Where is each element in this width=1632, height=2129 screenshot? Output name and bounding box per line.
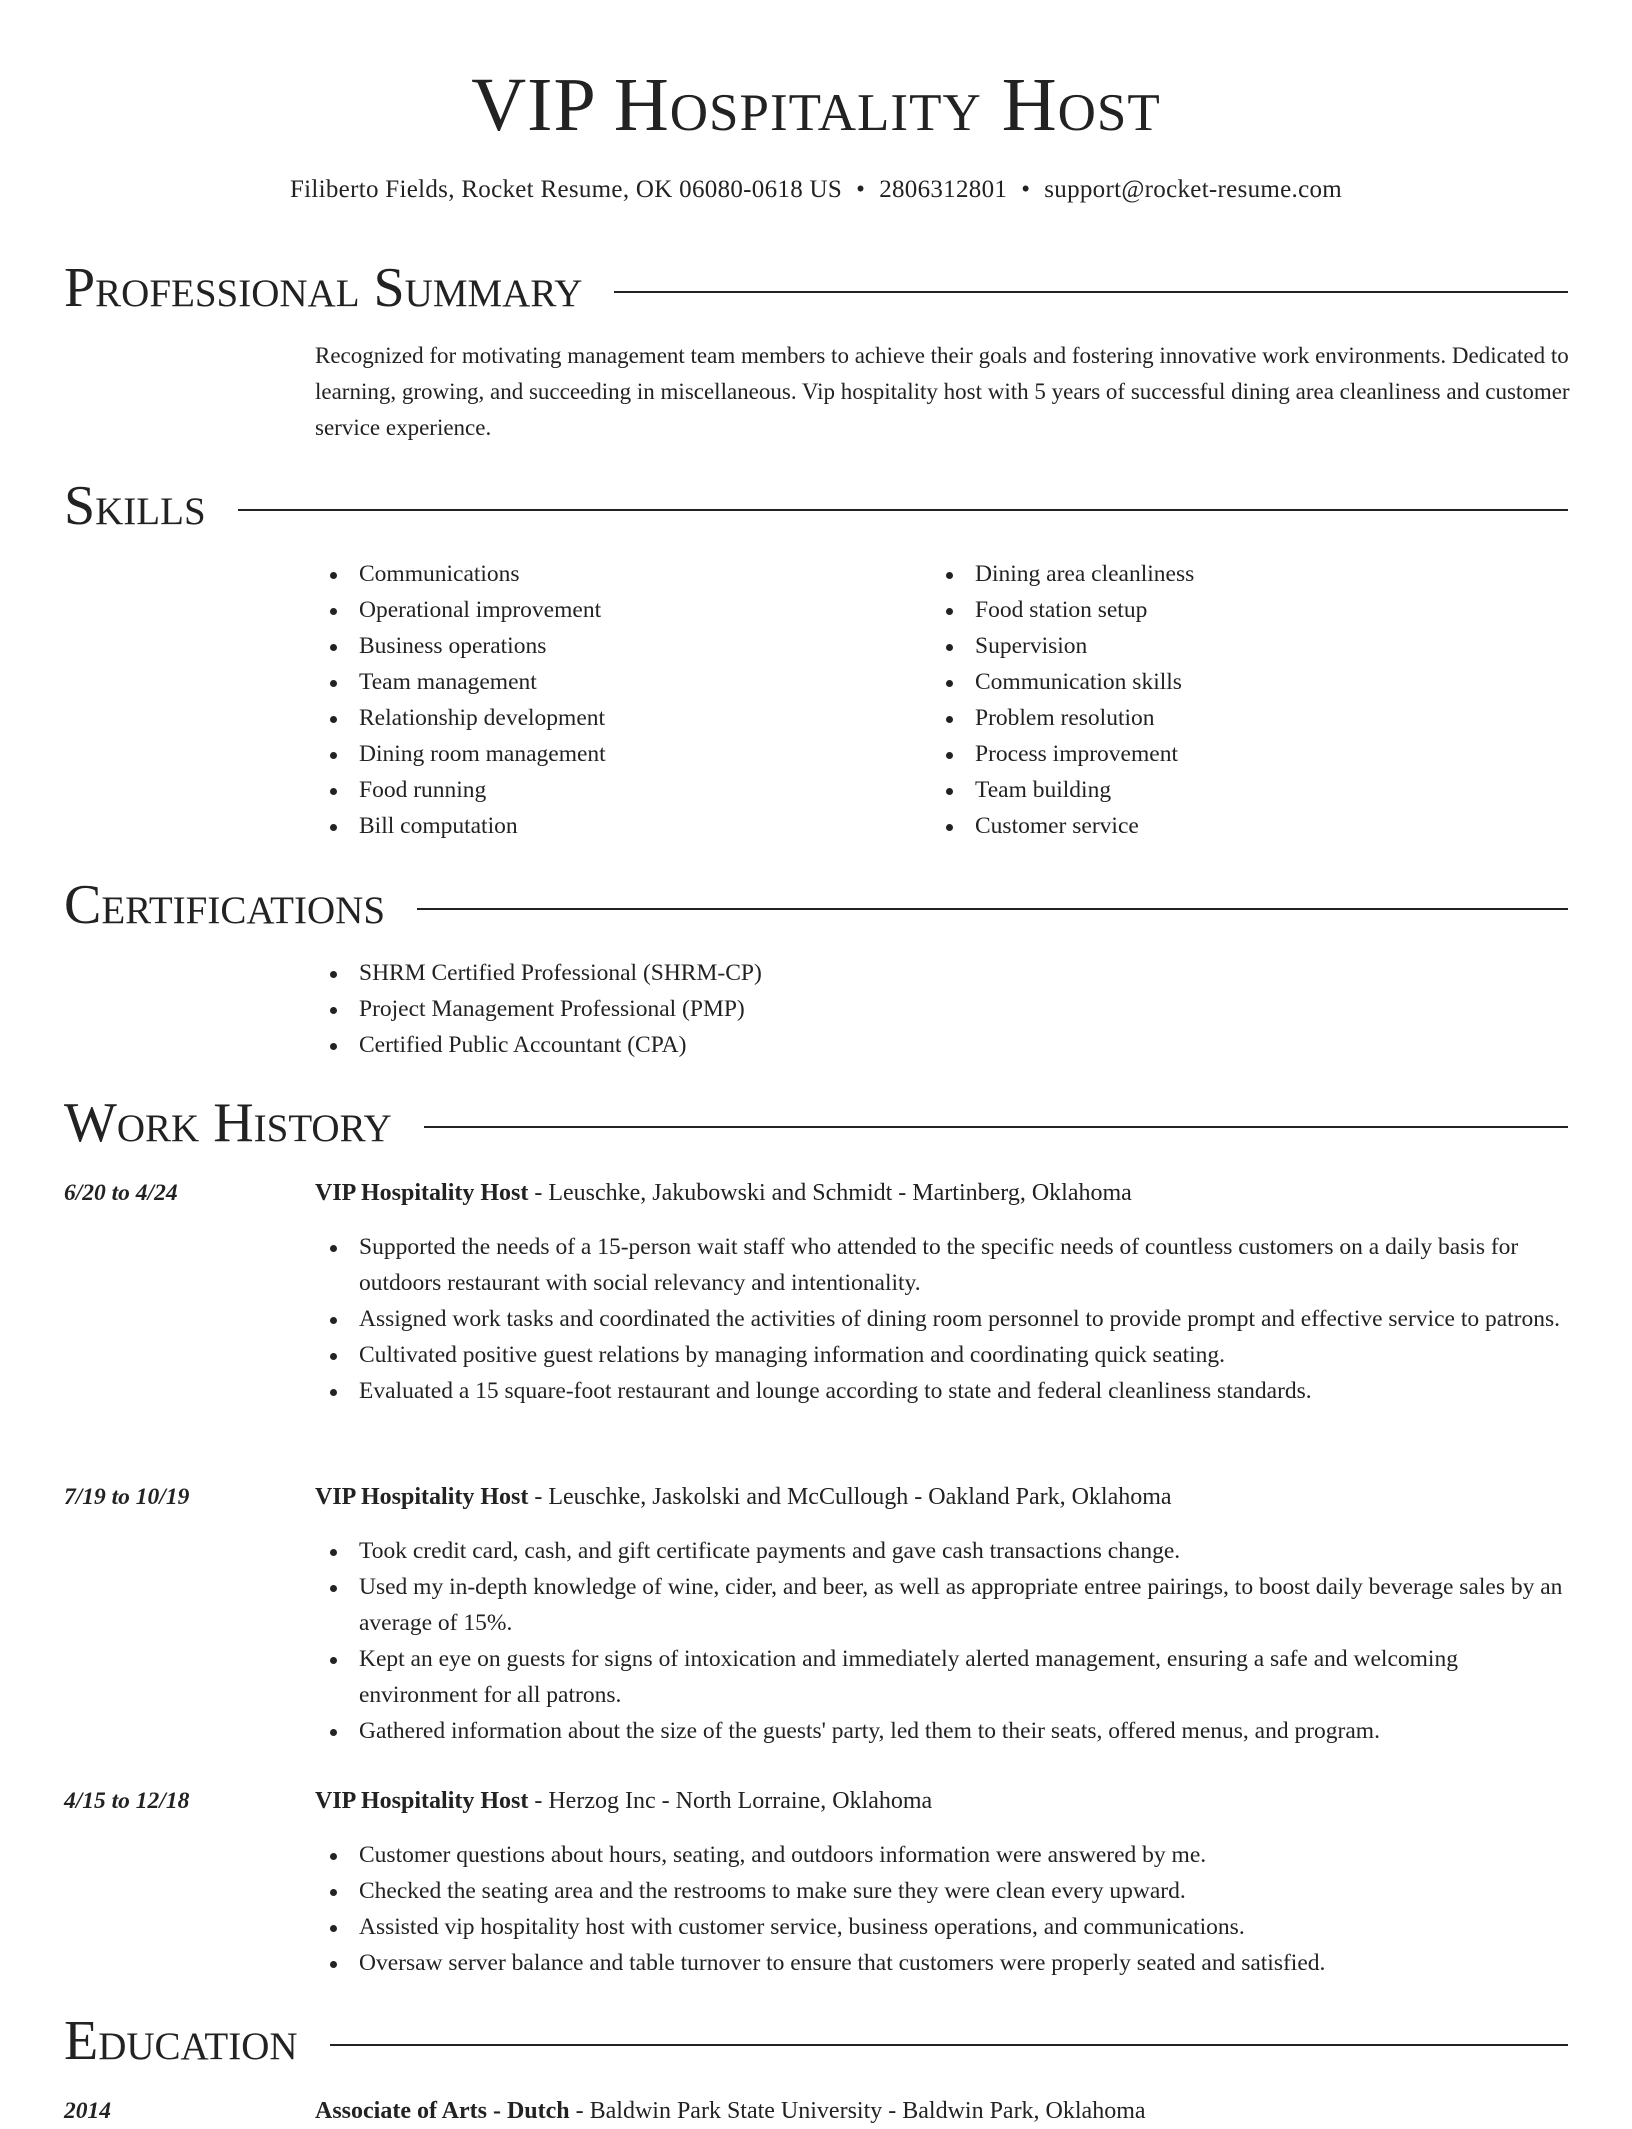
job-bullets bbox=[315, 1533, 1575, 1749]
contact-phone: 2806312801 bbox=[879, 176, 1008, 203]
skill-item: Business operations bbox=[315, 628, 915, 664]
education-year: 2014 bbox=[64, 2098, 111, 2124]
skills-list-right bbox=[931, 556, 1531, 844]
skill-item: Operational improvement bbox=[315, 592, 915, 628]
section-title-certifications: Certifications bbox=[64, 874, 386, 936]
job-employer: - Herzog Inc - North Lorraine, Oklahoma bbox=[528, 1788, 933, 1814]
job-dates: 4/15 to 12/18 bbox=[64, 1788, 190, 1814]
job-employer: - Leuschke, Jaskolski and McCullough - Oakland Park, Oklahoma bbox=[528, 1484, 1172, 1510]
job-title: VIP Hospitality Host bbox=[315, 1788, 529, 1814]
skill-item: Bill computation bbox=[315, 808, 915, 844]
education-degree: Associate of Arts - Dutch bbox=[315, 2098, 570, 2124]
section-title-education: Education bbox=[64, 2010, 298, 2072]
skill-item: Food running bbox=[315, 772, 915, 808]
job-bullet: Assigned work tasks and coordinated the activities of dining room personnel to provide prompt and effective service to patrons. bbox=[315, 1301, 1575, 1337]
section-header-skills bbox=[64, 471, 1568, 541]
skill-item: Process improvement bbox=[931, 736, 1531, 772]
skill-item: Customer service bbox=[931, 808, 1531, 844]
contact-separator: • bbox=[856, 176, 866, 203]
skill-item: Relationship development bbox=[315, 700, 915, 736]
job-bullet: Assisted vip hospitality host with customer service, business operations, and communications. bbox=[315, 1909, 1575, 1945]
resume-name: VIP Hospitality Host bbox=[471, 63, 1161, 147]
section-header-education bbox=[64, 2006, 1568, 2076]
skill-item: Communication skills bbox=[931, 664, 1531, 700]
contact-address: Filiberto Fields, Rocket Resume, OK 06080-0618 US bbox=[289, 176, 843, 203]
job-heading bbox=[315, 1175, 1575, 1211]
job-bullet: Supported the needs of a 15-person wait staff who attended to the specific needs of countless customers on a daily basis for outdoors restaurant with social relevancy and intentionality. bbox=[315, 1229, 1575, 1301]
section-divider bbox=[238, 509, 1568, 511]
job-bullet: Evaluated a 15 square-foot restaurant and lounge according to state and federal cleanliness standards. bbox=[315, 1373, 1575, 1409]
skill-item: Team management bbox=[315, 664, 915, 700]
section-header-certifications bbox=[64, 870, 1568, 940]
skill-item: Food station setup bbox=[931, 592, 1531, 628]
summary-text: Recognized for motivating management team members to achieve their goals and fostering innovative work environments. Dedicated to learning, growing, and succeeding in miscellaneous. Vip hospitality host with 5 years of successful dining area cleanliness and customer service experience. bbox=[315, 343, 1570, 440]
job-dates: 7/19 to 10/19 bbox=[64, 1484, 190, 1510]
section-title-skills: Skills bbox=[64, 475, 206, 537]
section-title-summary: Professional Summary bbox=[64, 257, 583, 319]
job-bullet: Checked the seating area and the restrooms to make sure they were clean every upward. bbox=[315, 1873, 1575, 1909]
job-bullet: Gathered information about the size of the guests' party, led them to their seats, offered menus, and program. bbox=[315, 1713, 1575, 1749]
certification-item: Certified Public Accountant (CPA) bbox=[315, 1027, 1315, 1063]
section-header-work-history bbox=[64, 1088, 1568, 1158]
section-header-summary bbox=[64, 253, 1568, 323]
job-bullet: Customer questions about hours, seating, and outdoors information were answered by me. bbox=[315, 1837, 1575, 1873]
job-bullets bbox=[315, 1837, 1575, 1981]
job-heading bbox=[315, 1783, 1575, 1819]
job-heading bbox=[315, 1479, 1575, 1515]
section-divider bbox=[614, 291, 1568, 293]
job-bullet: Oversaw server balance and table turnover to ensure that customers were properly seated and satisfied. bbox=[315, 1945, 1575, 1981]
skill-item: Dining room management bbox=[315, 736, 915, 772]
job-bullet: Took credit card, cash, and gift certificate payments and gave cash transactions change. bbox=[315, 1533, 1575, 1569]
contact-email: support@rocket-resume.com bbox=[1044, 176, 1343, 203]
skill-item: Communications bbox=[315, 556, 915, 592]
education-school: - Baldwin Park State University - Baldwin Park, Oklahoma bbox=[569, 2098, 1146, 2124]
skill-item: Dining area cleanliness bbox=[931, 556, 1531, 592]
job-employer: - Leuschke, Jakubowski and Schmidt - Martinberg, Oklahoma bbox=[528, 1180, 1132, 1206]
job-title: VIP Hospitality Host bbox=[315, 1484, 529, 1510]
education-heading bbox=[315, 2093, 1575, 2129]
contact-separator: • bbox=[1021, 176, 1031, 203]
job-bullet: Cultivated positive guest relations by managing information and coordinating quick seating. bbox=[315, 1337, 1575, 1373]
section-divider bbox=[424, 1126, 1568, 1128]
job-bullets bbox=[315, 1229, 1575, 1409]
skill-item: Problem resolution bbox=[931, 700, 1531, 736]
contact-line bbox=[0, 172, 1632, 208]
skills-list-left bbox=[315, 556, 915, 844]
section-title-work-history: Work History bbox=[64, 1092, 392, 1154]
job-title: VIP Hospitality Host bbox=[315, 1180, 529, 1206]
skill-item: Supervision bbox=[931, 628, 1531, 664]
job-bullet: Kept an eye on guests for signs of intoxication and immediately alerted management, ensuring a safe and welcoming environment for all patrons. bbox=[315, 1641, 1575, 1713]
section-divider bbox=[417, 908, 1568, 910]
job-dates: 6/20 to 4/24 bbox=[64, 1180, 178, 1206]
certification-item: Project Management Professional (PMP) bbox=[315, 991, 1315, 1027]
certifications-list bbox=[315, 955, 1315, 1063]
job-bullet: Used my in-depth knowledge of wine, cider, and beer, as well as appropriate entree pairings, to boost daily beverage sales by an average of 15%. bbox=[315, 1569, 1575, 1641]
skill-item: Team building bbox=[931, 772, 1531, 808]
section-divider bbox=[330, 2044, 1568, 2046]
certification-item: SHRM Certified Professional (SHRM-CP) bbox=[315, 955, 1315, 991]
